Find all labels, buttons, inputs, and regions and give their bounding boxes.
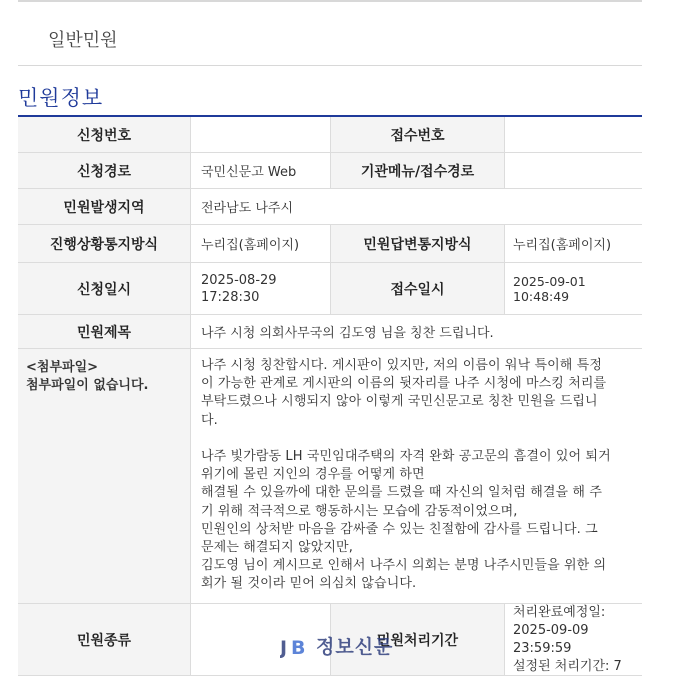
attachment-none: 첨부파일이 없습니다. <box>26 378 149 393</box>
attachment-cell <box>18 349 190 603</box>
watermark-text: 정보신문 <box>316 636 394 658</box>
apply-date-day: 2025-08-29 <box>201 272 277 288</box>
row-dates <box>18 263 642 315</box>
row-notify <box>18 225 642 263</box>
jb-logo-icon <box>280 633 310 659</box>
svg-text:B: B <box>291 636 306 659</box>
due-label: 처리완료예정일: <box>513 604 606 620</box>
answer-notify-value: 누리집(홈페이지) <box>504 225 642 262</box>
due-date: 2025-09-09 23:59:59 <box>513 622 589 656</box>
agency-route-value <box>504 153 642 188</box>
region-value: 전라남도 나주시 <box>190 189 642 224</box>
category-label: 일반민원 <box>48 30 118 51</box>
region-label: 민원발생지역 <box>18 189 190 224</box>
apply-number-value <box>190 117 330 152</box>
apply-route-value: 국민신문고 Web <box>190 153 330 188</box>
row-apply-number <box>18 117 642 153</box>
apply-date-value <box>190 263 330 314</box>
progress-notify-value: 누리집(홈페이지) <box>190 225 330 262</box>
progress-notify-label: 진행상황통지방식 <box>18 225 190 262</box>
subject-value: 나주 시청 의회사무국의 김도영 님을 칭찬 드립니다. <box>190 315 642 348</box>
kind-label: 민원종류 <box>18 604 190 675</box>
receipt-number-label: 접수번호 <box>330 117 504 152</box>
watermark <box>280 632 393 659</box>
row-subject <box>18 315 642 349</box>
row-body <box>18 349 642 604</box>
section-title: 민원정보 <box>18 86 104 110</box>
receipt-number-value <box>504 117 642 152</box>
receipt-date-value: 2025-09-01 10:48:49 <box>504 263 642 314</box>
process-period-value <box>504 604 642 675</box>
answer-notify-label: 민원답변통지방식 <box>330 225 504 262</box>
apply-date-label: 신청일시 <box>18 263 190 314</box>
apply-route-label: 신청경로 <box>18 153 190 188</box>
subject-label: 민원제목 <box>18 315 190 348</box>
row-region <box>18 189 642 225</box>
svg-text:J: J <box>280 636 288 659</box>
receipt-date-label: 접수일시 <box>330 263 504 314</box>
complaint-body: 나주 시청 칭찬합시다. 게시판이 있지만, 저의 이름이 워낙 특이해 특정 이 가능한 관계로 게시판의 이름의 뒷자리를 나주 시청에 마스킹 처리를 부탁드렸으나 시행되지 않아 이렇게 국민신문고로 칭찬 민원을 드립니 다. 나주 빛가람동 LH 국민임대주택의 자격 완화 공고문의 흠결이 있어 퇴거 위기에 몰린 지인의 경우를 어떻게 하면 해결될 수 있을까에 대한 문의를 드렸을 때 자신의 일처럼 해결을 해 주 기 위해 적극적으로 행동하시는 모습에 감동적이었으며, 민원인의 상처받 마음을 감싸줄 수 있는 친절함에 감사를 드립니다. 그 문제는 해결되지 않았지만, 김도영 님이 계시므로 인해서 나주시 의회는 분명 나주시민들을 위한 의 회가 될 것이라 믿어 의심치 않습니다. <box>190 349 642 603</box>
apply-date-time: 17:28:30 <box>201 289 260 305</box>
row-apply-route <box>18 153 642 189</box>
attachment-title: <첨부파일> <box>26 360 99 375</box>
process-period-label: 민원처리기간 <box>330 604 504 675</box>
complaint-info-table <box>18 115 642 676</box>
agency-route-label: 기관메뉴/접수경로 <box>330 153 504 188</box>
period-set: 설정된 처리기간: 7 <box>513 658 622 674</box>
apply-number-label: 신청번호 <box>18 117 190 152</box>
category-box <box>18 0 642 66</box>
